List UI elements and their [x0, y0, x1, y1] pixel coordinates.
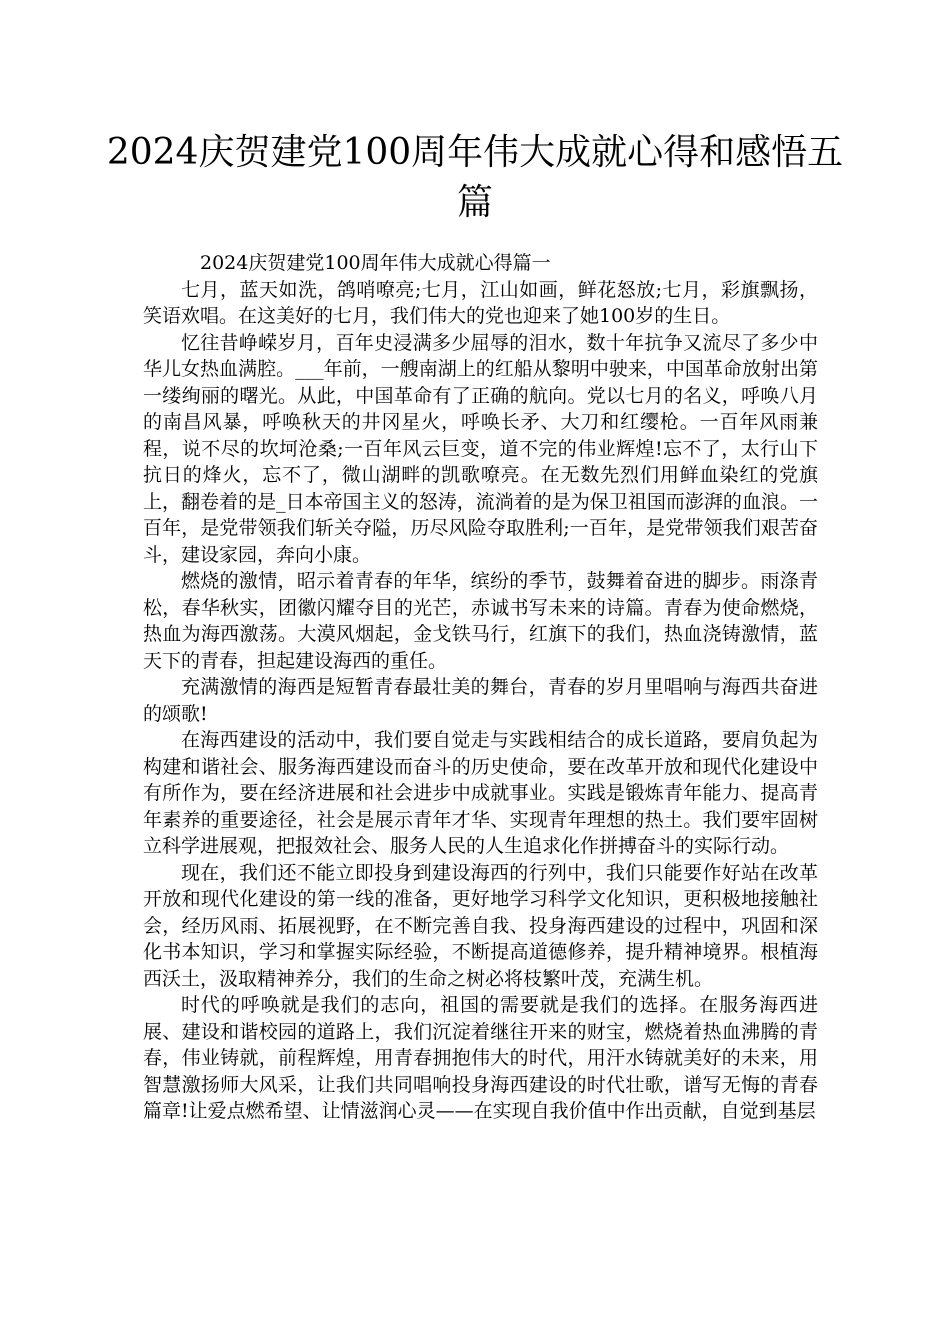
paragraph: 在海西建设的活动中，我们要自觉走与实践相结合的成长道路，要肩负起为构建和谐社会、服务海西建设而奋斗的历史使命，要在改革开放和现代化建设中有所作为，要在经济进展和社会进步中成就事业。实践是锻炼青年能力、提高青年素养的重要途径，社会是展示青年才华、实现青年理想的热土。我们要牢固树立科学进展观，把报效社会、服务人民的人生追求化作拼搏奋斗的实际行动。: [143, 729, 818, 857]
section-subheading: 2024庆贺建党100周年伟大成就心得篇一: [200, 252, 551, 274]
paragraph: 忆往昔峥嵘岁月，百年史浸满多少屈辱的泪水，数十年抗争又流尽了多少中华儿女热血满腔。___年前，一艘南湖上的红船从黎明中驶来，中国革命放射出第一缕绚丽的曙光。从此，中国革命有了正确的航向。党以七月的名义，呼唤八月的南昌风暴，呼唤秋天的井冈星火，呼唤长矛、大刀和红缨枪。一百年风雨兼程，说不尽的坎坷沧桑;一百年风云巨变，道不完的伟业辉煌!忘不了，太行山下抗日的烽火，忘不了，微山湖畔的凯歌嘹亮。在无数先烈们用鲜血染红的党旗上，翻卷着的是_日本帝国主义的怒涛，流淌着的是为保卫祖国而澎湃的血浪。一百年，是党带领我们斩关夺隘，历尽风险夺取胜利;一百年，是党带领我们艰苦奋斗，建设家园，奔向小康。: [143, 331, 818, 566]
document-title: 2024庆贺建党100周年伟大成就心得和感悟五篇: [106, 132, 844, 223]
paragraph: 充满激情的海西是短暂青春最壮美的舞台，青春的岁月里唱响与海西共奋进的颂歌!: [143, 676, 818, 725]
paragraph: 时代的呼唤就是我们的志向，祖国的需要就是我们的选择。在服务海西进展、建设和谐校园的道路上，我们沉淀着继往开来的财宝，燃烧着热血沸腾的青春，伟业铸就，前程辉煌，用青春拥抱伟大的时代，用汗水铸就美好的未来，用智慧激扬师大风采，让我们共同唱响投身海西建设的时代壮歌，谱写无悔的青春篇章!让爱点燃希望、让情滋润心灵——在实现自我价值中作出贡献，自觉到基层: [143, 994, 818, 1122]
paragraph: 燃烧的激情，昭示着青春的年华，缤纷的季节，鼓舞着奋进的脚步。雨涤青松，春华秋实，团徽闪耀夺目的光芒，赤诚书写未来的诗篇。青春为使命燃烧，热血为海西激荡。大漠风烟起，金戈铁马行，红旗下的我们，热血浇铸激情，蓝天下的青春，担起建设海西的重任。: [143, 570, 818, 672]
paragraph: 七月，蓝天如洗，鸽哨嘹亮;七月，江山如画，鲜花怒放;七月，彩旗飘扬，笑语欢唱。在这美好的七月，我们伟大的党也迎来了她100岁的生日。: [143, 278, 818, 327]
document-body: [143, 250, 818, 1125]
paragraph: 现在，我们还不能立即投身到建设海西的行列中，我们只能要作好站在改革开放和现代化建设的第一线的准备，更好地学习科学文化知识，更积极地接触社会，经历风雨、拓展视野，在不断完善自我、投身海西建设的过程中，巩固和深化书本知识，学习和掌握实际经验，不断提高道德修养，提升精神境界。根植海西沃土，汲取精神养分，我们的生命之树必将枝繁叶茂，充满生机。: [143, 861, 818, 990]
